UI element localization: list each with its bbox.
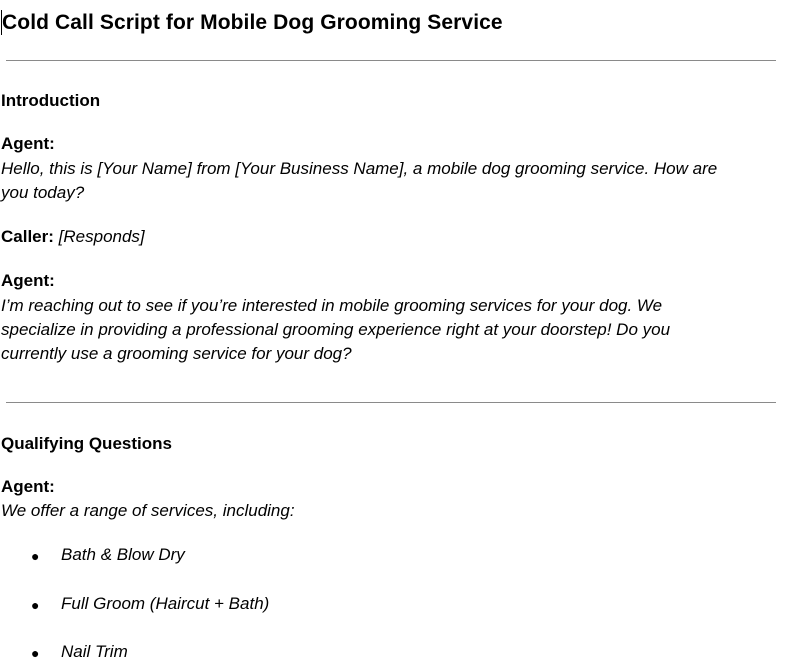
agent-line[interactable]: We offer a range of services, including: [1,501,295,520]
bullet-icon: ● [31,548,40,564]
agent-label: Agent: [1,134,55,153]
section-heading-introduction[interactable]: Introduction [1,91,101,110]
speaker-label-agent[interactable] [1,475,55,499]
bullet-icon: ● [31,597,40,613]
agent-line[interactable]: you today? [1,183,85,202]
caller-line[interactable] [1,225,145,249]
document-title[interactable]: Cold Call Script for Mobile Dog Grooming Service [2,11,503,34]
caller-response: [Responds] [58,227,145,246]
horizontal-rule [6,402,776,403]
agent-line[interactable]: specialize in providing a professional grooming experience right at your doorstep! Do you [1,320,671,339]
list-item[interactable]: Nail Trim [61,642,128,661]
agent-line[interactable]: currently use a grooming service for your dog? [1,344,352,363]
agent-line[interactable]: I’m reaching out to see if you’re interested in mobile grooming services for your dog. We [1,296,663,315]
caller-label: Caller: [1,227,54,246]
section-heading-qualifying-questions[interactable]: Qualifying Questions [1,434,172,453]
agent-line[interactable]: Hello, this is [Your Name] from [Your Business Name], a mobile dog grooming service. How are [1,159,718,178]
bullet-icon: ● [31,645,40,661]
agent-label: Agent: [1,477,55,496]
speaker-label-agent[interactable] [1,132,55,156]
horizontal-rule [6,60,776,61]
agent-label: Agent: [1,271,55,290]
speaker-label-agent[interactable] [1,269,55,293]
list-item[interactable]: Bath & Blow Dry [61,545,185,564]
list-item[interactable]: Full Groom (Haircut + Bath) [61,594,270,613]
